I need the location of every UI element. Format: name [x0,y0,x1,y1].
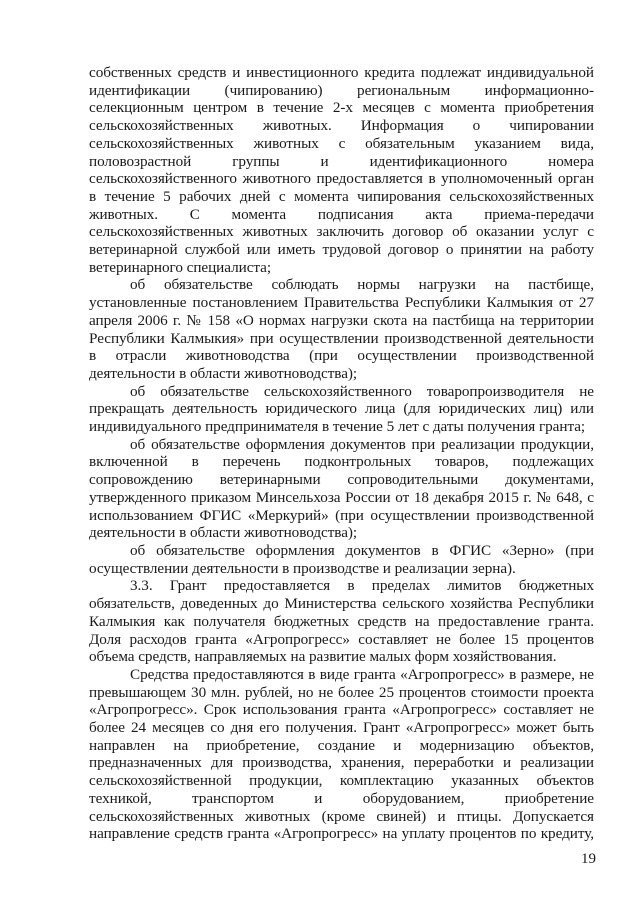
paragraph: об обязательстве оформления документов при реализации продукции, включенной в перечень подконтрольных товаров, подлежащих сопровождению ветеринарными сопроводительными документами, утвержденного приказом Минсельхоза России от 18 декабря 2015 г. № 648, с использованием ФГИС «Меркурий» (при осуществлении производственной деятельности в области животноводства); [89,435,594,542]
paragraph: об обязательстве сельскохозяйственного товаропроизводителя не прекращать деятельность юридического лица (для юридических лиц) или индивидуального предпринимателя в течение 5 лет с даты получения гранта; [89,382,594,436]
paragraph: Средства предоставляются в виде гранта «Агропрогресс» в размере, не превышающем 30 млн. рублей, но не более 25 процентов стоимости проекта «Агропрогресс». Срок использования гранта «Агропрогресс» составляет не более 24 месяцев со дня его получения. Грант «Агропрогресс» может быть направлен на приобретение, создание и модернизацию объектов, предназначенных для производства, хранения, переработки и реализации сельскохозяйственной продукции, комплектацию указанных объектов техникой, транспортом и оборудованием, приобретение сельскохозяйственных животных (кроме свиней) и птицы. Допускается направление средств гранта «Агропрогресс» на уплату процентов по кредиту, [89,665,594,843]
paragraph: об обязательстве оформления документов в ФГИС «Зерно» (при осуществлении деятельности в производстве и реализации зерна). [89,541,594,577]
paragraph: 3.3. Грант предоставляется в пределах лимитов бюджетных обязательств, доведенных до Министерства сельского хозяйства Республики Калмыкия как получателя бюджетных средств на предоставление гранта. Доля расходов гранта «Агропрогресс» составляет не более 15 процентов объема средств, направляемых на развитие малых форм хозяйствования. [89,577,594,666]
paragraph: собственных средств и инвестиционного кредита подлежат индивидуальной идентификации (чипированию) региональным информационно-селекционным центром в течение 2-х месяцев с момента приобретения сельскохозяйственных животных. Информация о чипировании сельскохозяйственных животных с обязательным указанием вида, половозрастной группы и идентификационного номера сельскохозяйственного животного предоставляется в уполномоченный орган в течение 5 рабочих дней с момента чипирования сельскохозяйственных животных. С момента подписания акта приема-передачи сельскохозяйственных животных заключить договор об оказании услуг с ветеринарной службой или иметь трудовой договор о принятии на работу ветеринарного специалиста; [89,64,594,276]
body-text [89,64,594,843]
page-number: 19 [581,851,596,867]
paragraph: об обязательстве соблюдать нормы нагрузки на пастбище, установленные постановлением Правительства Республики Калмыкия от 27 апреля 2006 г. № 158 «О нормах нагрузки скота на пастбища на территории Республики Калмыкия» при осуществлении производственной деятельности в отрасли животноводства (при осуществлении производственной деятельности в области животноводства); [89,276,594,382]
